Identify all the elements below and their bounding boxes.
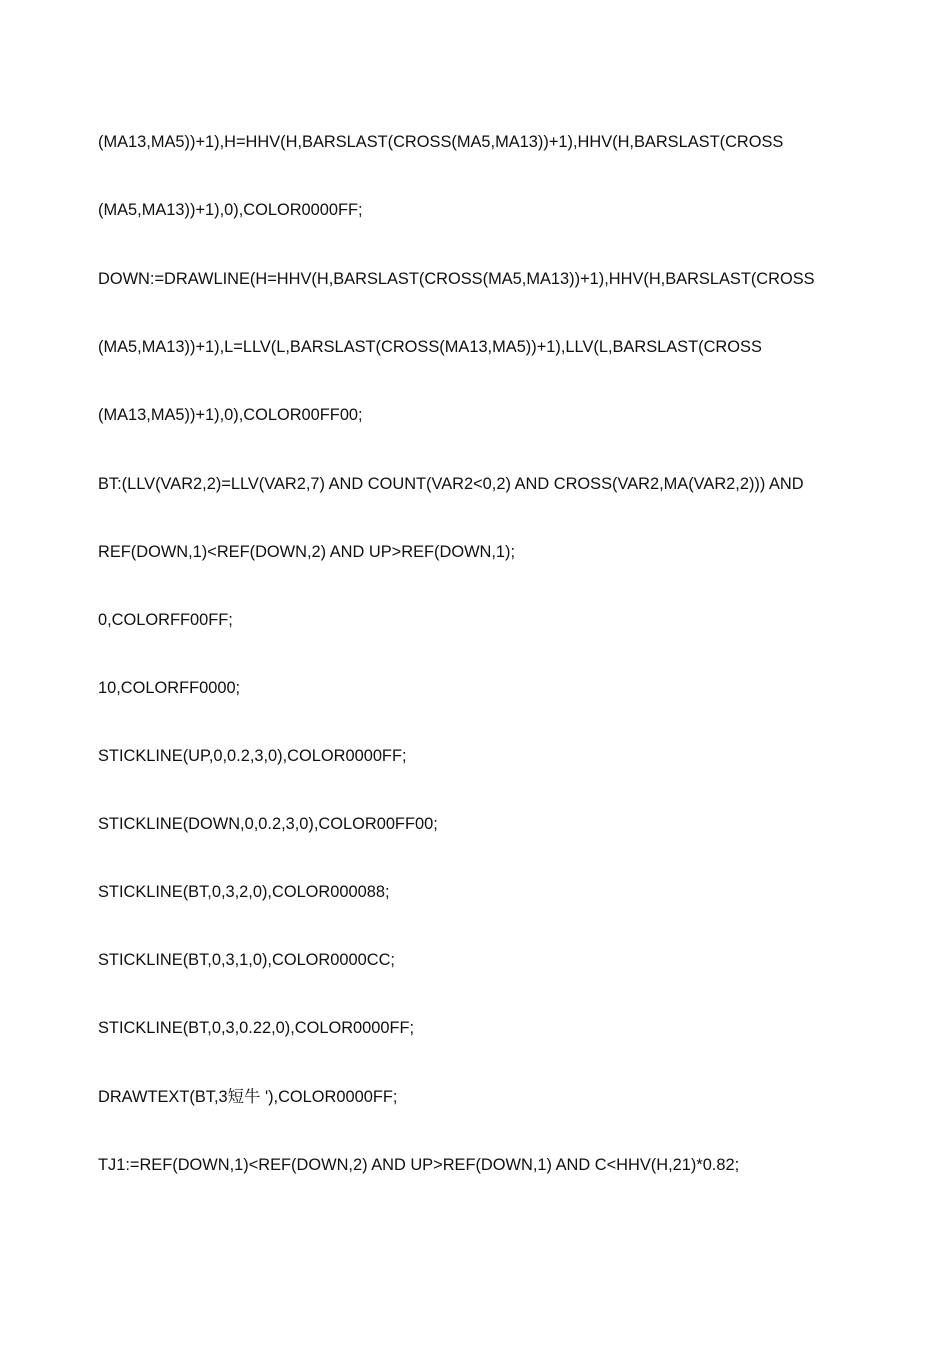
code-line: 10,COLORFF0000; — [98, 679, 241, 697]
code-line: DOWN:=DRAWLINE(H=HHV(H,BARSLAST(CROSS(MA5,MA13))+1),HHV(H,BARSLAST(CROSS — [98, 270, 815, 288]
code-line: (MA5,MA13))+1),0),COLOR0000FF; — [98, 201, 363, 219]
code-line: (MA13,MA5))+1),H=HHV(H,BARSLAST(CROSS(MA5,MA13))+1),HHV(H,BARSLAST(CROSS — [98, 133, 784, 151]
code-line: REF(DOWN,1)<REF(DOWN,2) AND UP>REF(DOWN,1); — [98, 543, 516, 561]
code-line: STICKLINE(BT,0,3,2,0),COLOR000088; — [98, 883, 390, 901]
code-line: (MA13,MA5))+1),0),COLOR00FF00; — [98, 406, 363, 424]
code-line: STICKLINE(BT,0,3,1,0),COLOR0000CC; — [98, 951, 395, 969]
code-line: STICKLINE(BT,0,3,0.22,0),COLOR0000FF; — [98, 1019, 415, 1037]
code-line: DRAWTEXT(BT,3短牛 '),COLOR0000FF; — [98, 1088, 398, 1106]
code-line: TJ1:=REF(DOWN,1)<REF(DOWN,2) AND UP>REF(DOWN,1) AND C<HHV(H,21)*0.82; — [98, 1156, 740, 1174]
code-line: STICKLINE(UP,0,0.2,3,0),COLOR0000FF; — [98, 747, 407, 765]
code-line: STICKLINE(DOWN,0,0.2,3,0),COLOR00FF00; — [98, 815, 438, 833]
code-line: BT:(LLV(VAR2,2)=LLV(VAR2,7) AND COUNT(VAR2<0,2) AND CROSS(VAR2,MA(VAR2,2))) AND — [98, 475, 804, 493]
code-line: (MA5,MA13))+1),L=LLV(L,BARSLAST(CROSS(MA13,MA5))+1),LLV(L,BARSLAST(CROSS — [98, 338, 762, 356]
code-line: 0,COLORFF00FF; — [98, 611, 233, 629]
